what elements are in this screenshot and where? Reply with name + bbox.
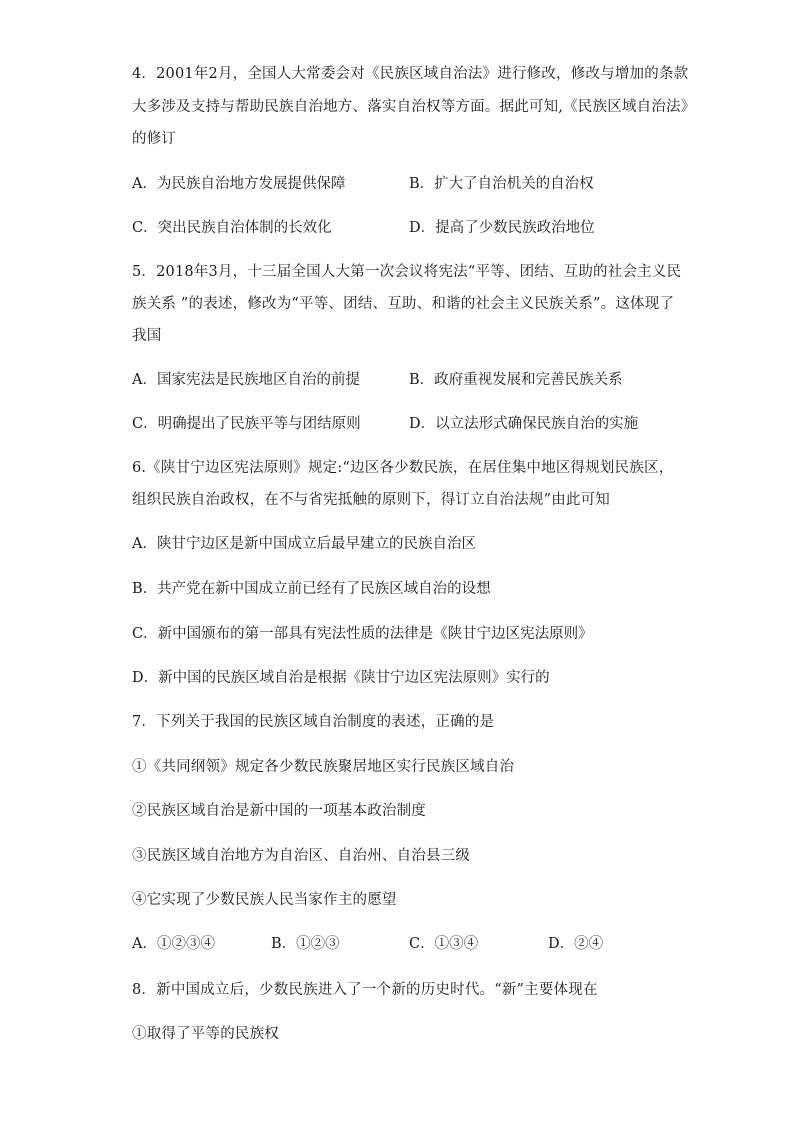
q5-option-d: D．以立法形式确保民族自治的实施: [409, 416, 639, 432]
q4-option-b: B．扩大了自治机关的自治权: [409, 176, 594, 192]
q6-stem-line-2: 组织民族自治政权，在不与省宪抵触的原则下，得订立自治法规”由此可知: [132, 492, 611, 508]
q7-statement-1: ①《共同纲领》规定各少数民族聚居地区实行民族区域自治: [132, 759, 515, 775]
q4-option-c: C．突出民族自治体制的长效化: [132, 220, 332, 236]
q8-statement-1: ①取得了平等的民族权: [132, 1026, 279, 1042]
q5-option-c: C．明确提出了民族平等与团结原则: [132, 416, 361, 432]
q6-stem-line-1: 6.《陕甘宁边区宪法原则》规定:“边区各少数民族，在居住集中地区得规划民族区，: [132, 460, 674, 476]
q5-stem-line-2: 族关系 ”的表述，修改为“平等、团结、互助、和谐的社会主义民族关系”。这体现了: [132, 296, 675, 312]
q6-option-c: C．新中国颁布的第一部具有宪法性质的法律是《陕甘宁边区宪法原则》: [132, 626, 593, 642]
q4-stem-line-2: 大多涉及支持与帮助民族自治地方、落实自治权等方面。据此可知,《民族区域自治法》: [132, 99, 696, 115]
q5-option-a: A．国家宪法是民族地区自治的前提: [132, 372, 360, 388]
q7-option-b: B．①②③: [271, 936, 340, 952]
q7-option-c: C．①③④: [409, 936, 479, 952]
q5-stem-line-1: 5．2018年3月，十三届全国人大第一次会议将宪法“平等、团结、互助的社会主义民: [132, 264, 682, 280]
q7-statement-2: ②民族区域自治是新中国的一项基本政治制度: [132, 803, 426, 819]
q7-statement-4: ④它实现了少数民族人民当家作主的愿望: [132, 892, 397, 908]
q4-option-a: A．为民族自治地方发展提供保障: [132, 176, 346, 192]
q5-stem-line-3: 我国: [132, 328, 162, 344]
q4-stem-line-3: 的修订: [132, 131, 177, 147]
q7-option-a: A．①②③④: [132, 936, 215, 952]
q4-stem-line-1: 4．2001年2月，全国人大常委会对《民族区域自治法》进行修改，修改与增加的条款: [132, 66, 689, 82]
q6-option-d: D．新中国的民族区域自治是根据《陕甘宁边区宪法原则》实行的: [132, 670, 550, 686]
q8-stem: 8．新中国成立后，少数民族进入了一个新的历史时代。“新”主要体现在: [132, 982, 598, 998]
q7-option-d: D．②④: [548, 936, 604, 952]
q7-stem: 7．下列关于我国的民族区域自治制度的表述，正确的是: [132, 714, 495, 730]
q4-option-d: D．提高了少数民族政治地位: [409, 220, 595, 236]
q6-option-a: A．陕甘宁边区是新中国成立后最早建立的民族自治区: [132, 536, 476, 552]
q6-option-b: B．共产党在新中国成立前已经有了民族区域自治的设想: [132, 581, 491, 597]
q5-option-b: B．政府重视发展和完善民族关系: [409, 372, 623, 388]
q7-statement-3: ③民族区域自治地方为自治区、自治州、自治县三级: [132, 848, 471, 864]
